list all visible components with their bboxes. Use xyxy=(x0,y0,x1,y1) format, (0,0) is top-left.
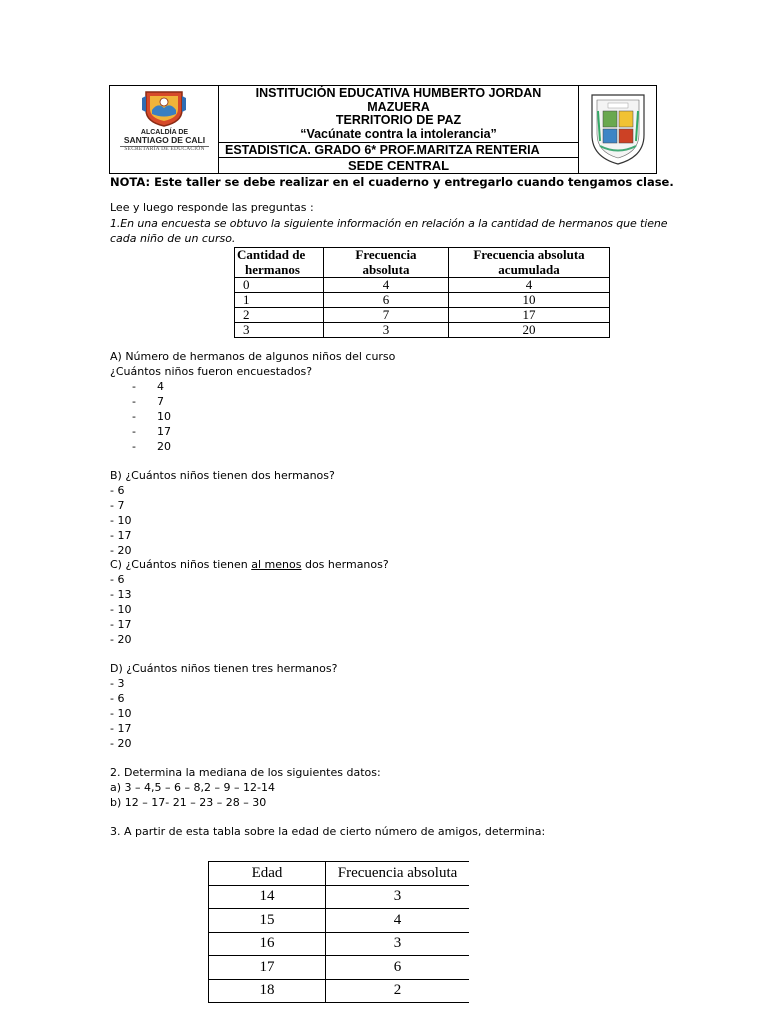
part-b-option: - 10 xyxy=(110,514,132,527)
subject-line: ESTADISTICA. GRADO 6* PROF.MARITZA RENTERIA xyxy=(219,143,578,158)
option-text: 7 xyxy=(157,395,164,408)
intro-text: Lee y luego responde las preguntas : xyxy=(110,201,314,214)
q3-title: 3. A partir de esta tabla sobre la edad de cierto número de amigos, determina: xyxy=(110,825,546,838)
list-item: - 7 xyxy=(132,395,164,408)
table-row xyxy=(209,956,470,980)
header-cell-frecuencia: Frecuencia absoluta xyxy=(326,862,470,886)
part-a-title: A) Número de hermanos de algunos niños del curso xyxy=(110,350,396,363)
institution-name-line1: INSTITUCIÓN EDUCATIVA HUMBERTO JORDAN xyxy=(255,86,542,100)
table-row xyxy=(235,323,610,338)
underlined-text: al menos xyxy=(251,558,302,571)
q2-item-b: b) 12 – 17- 21 – 23 – 28 – 30 xyxy=(110,796,267,809)
q1-statement-line1: 1.En una encuesta se obtuvo la siguiente información en relación a la cantidad de hermanos que tiene xyxy=(110,217,668,230)
table-cell: 17 xyxy=(449,308,610,323)
part-a-options xyxy=(132,379,171,454)
part-c-option: - 6 xyxy=(110,573,125,586)
alcaldia-line3: SECRETARÍA DE EDUCACIÓN xyxy=(124,146,205,152)
part-a-question: ¿Cuántos niños fueron encuestados? xyxy=(110,365,313,378)
header-text: acumulada xyxy=(498,261,560,277)
school-logo-cell xyxy=(578,86,656,173)
table-cell: 3 xyxy=(324,323,449,338)
table-cell: 3 xyxy=(235,323,324,338)
header-text: Frecuencia xyxy=(355,247,417,262)
q2-item-a: a) 3 – 4,5 – 6 – 8,2 – 9 – 12-14 xyxy=(110,781,275,794)
header-cell-frecuencia xyxy=(324,248,449,278)
table-header-row xyxy=(235,248,610,278)
alcaldia-line1: ALCALDÍA DE xyxy=(140,129,189,136)
territorio-line: TERRITORIO DE PAZ xyxy=(335,113,462,128)
table-cell: 10 xyxy=(449,293,610,308)
note-text: NOTA: Este taller se debe realizar en el cuaderno y entregarlo cuando tengamos clase. xyxy=(110,175,674,189)
table-cell: 14 xyxy=(209,885,326,909)
alcaldia-line2: SANTIAGO DE CALI xyxy=(123,135,206,145)
header-text: Frecuencia absoluta xyxy=(473,247,585,262)
table-cell: 18 xyxy=(209,979,326,1003)
institution-titles xyxy=(219,86,578,143)
part-b-option: - 20 xyxy=(110,544,132,557)
table-header-row xyxy=(209,862,470,886)
part-d-option: - 10 xyxy=(110,707,132,720)
part-c-option: - 20 xyxy=(110,633,132,646)
part-b-option: - 7 xyxy=(110,499,125,512)
table-row xyxy=(235,278,610,293)
table-cell: 15 xyxy=(209,909,326,933)
part-d-option: - 3 xyxy=(110,677,125,690)
table-cell: 4 xyxy=(326,909,470,933)
option-text: 10 xyxy=(157,410,171,423)
part-d-option: - 20 xyxy=(110,737,132,750)
header-text: Cantidad de xyxy=(237,247,306,262)
part-b-option: - 17 xyxy=(110,529,132,542)
part-d-question: D) ¿Cuántos niños tienen tres hermanos? xyxy=(110,662,338,675)
table-cell: 4 xyxy=(324,278,449,293)
list-item: - 17 xyxy=(132,425,171,438)
part-c-option: - 17 xyxy=(110,618,132,631)
table-cell: 3 xyxy=(326,932,470,956)
table-cell: 6 xyxy=(326,956,470,980)
header-text: absoluta xyxy=(362,261,410,277)
part-d-option: - 6 xyxy=(110,692,125,705)
question-text: C) ¿Cuántos niños tienen xyxy=(110,558,252,571)
document-header xyxy=(109,85,657,174)
list-item: - 10 xyxy=(132,410,171,423)
header-cell-cantidad xyxy=(235,248,324,278)
table-cell: 3 xyxy=(326,885,470,909)
header-text: hermanos xyxy=(245,261,300,277)
table-cell: 0 xyxy=(235,278,324,293)
table-row xyxy=(209,885,470,909)
list-item: - 4 xyxy=(132,380,164,393)
option-text: 4 xyxy=(157,380,164,393)
header-center xyxy=(219,86,578,173)
table-cell: 4 xyxy=(449,278,610,293)
institution-name-line2: MAZUERA xyxy=(367,99,430,114)
question-text: dos hermanos? xyxy=(301,558,389,571)
table-cell: 7 xyxy=(324,308,449,323)
q2-title: 2. Determina la mediana de los siguientes datos: xyxy=(110,766,381,779)
table-cell: 2 xyxy=(235,308,324,323)
part-c-option: - 13 xyxy=(110,588,132,601)
siblings-frequency-table xyxy=(234,247,610,338)
table-row xyxy=(209,932,470,956)
table-row xyxy=(209,909,470,933)
q1-statement-line2: cada niño de un curso. xyxy=(110,232,236,245)
table-cell: 20 xyxy=(449,323,610,338)
part-b-option: - 6 xyxy=(110,484,125,497)
alcaldia-logo-cell xyxy=(110,86,219,173)
school-shield-icon xyxy=(588,91,648,167)
table-cell: 2 xyxy=(326,979,470,1003)
motto-line: “Vacúnate contra la intolerancia” xyxy=(300,126,497,141)
cali-coat-of-arms-icon xyxy=(140,88,188,128)
list-item: - 20 xyxy=(132,440,171,453)
table-cell: 1 xyxy=(235,293,324,308)
option-text: 17 xyxy=(157,425,171,438)
table-cell: 17 xyxy=(209,956,326,980)
table-cell: 6 xyxy=(324,293,449,308)
part-c-question xyxy=(110,557,389,572)
header-cell-acumulada xyxy=(449,248,610,278)
table-cell: 16 xyxy=(209,932,326,956)
sede-line: SEDE CENTRAL xyxy=(347,158,450,173)
table-row xyxy=(235,308,610,323)
option-text: 20 xyxy=(157,440,171,453)
age-frequency-table xyxy=(208,861,469,1003)
table-row xyxy=(209,979,470,1003)
part-c-option: - 10 xyxy=(110,603,132,616)
part-b-question: B) ¿Cuántos niños tienen dos hermanos? xyxy=(110,469,335,482)
part-d-option: - 17 xyxy=(110,722,132,735)
table-row xyxy=(235,293,610,308)
header-cell-edad: Edad xyxy=(209,862,326,886)
